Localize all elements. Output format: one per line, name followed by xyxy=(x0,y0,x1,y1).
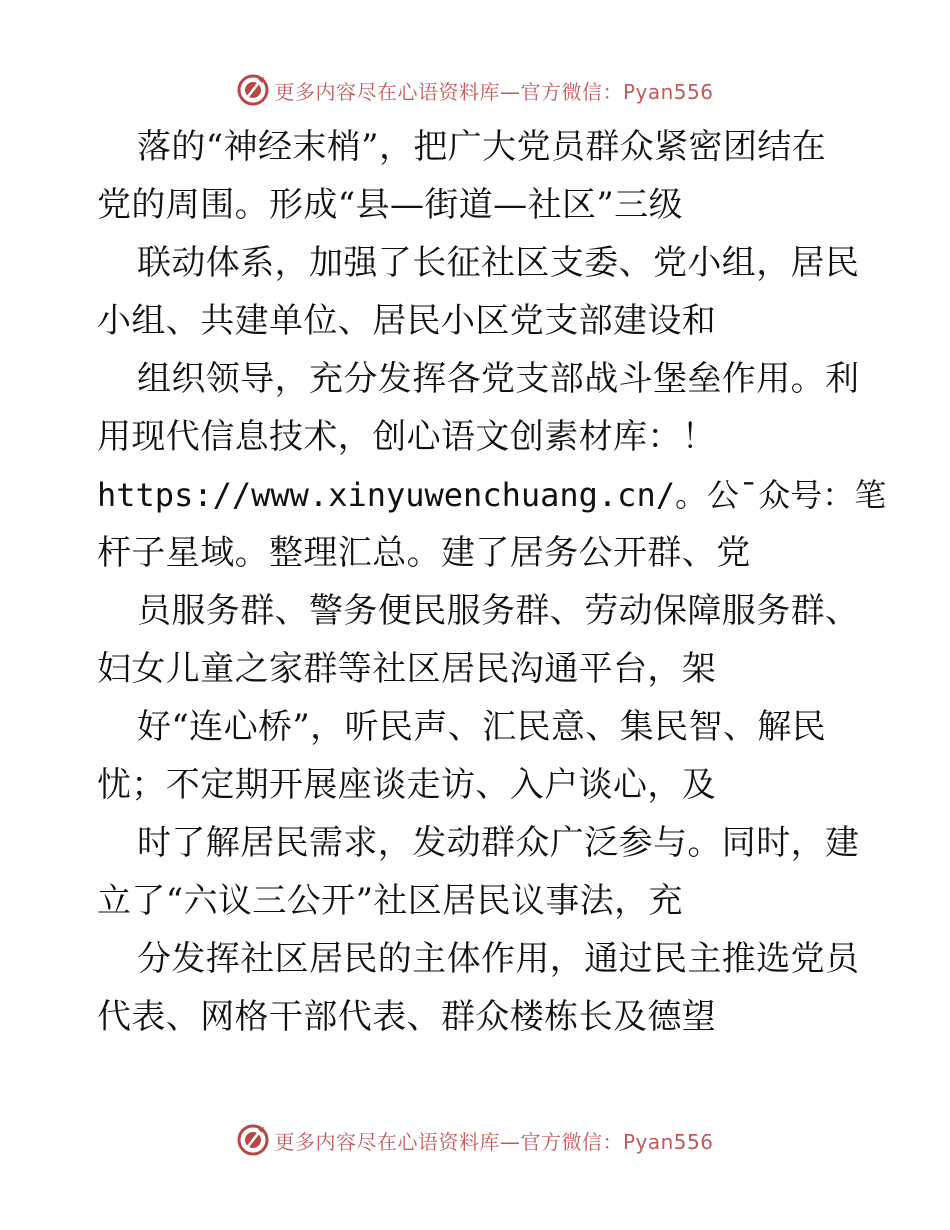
text-line: 用现代信息技术，创心语文创素材库：！ xyxy=(97,417,717,457)
text-line-url: https://www.xinyuwenchuang.cn/。公¯众号：笔 xyxy=(97,476,887,514)
text-line: 代表、网格干部代表、群众楼栋长及德望 xyxy=(97,997,717,1037)
text-line: 妇女儿童之家群等社区居民沟通平台，架 xyxy=(97,649,717,689)
stamp-logo-icon xyxy=(236,1123,270,1157)
header-watermark xyxy=(0,72,950,108)
text-line: 组织领导，充分发挥各党支部战斗堡垒作用。利 xyxy=(137,359,860,399)
text-line: 联动体系，加强了长征社区支委、党小组，居民 xyxy=(137,243,860,283)
text-line: 党的周围。形成“县—街道—社区”三级 xyxy=(97,185,683,225)
footer-watermark xyxy=(0,1122,950,1158)
stamp-logo-icon xyxy=(236,73,270,107)
text-line: 员服务群、警务便民服务群、劳动保障服务群、 xyxy=(137,591,860,631)
text-line: 分发挥社区居民的主体作用，通过民主推选党员 xyxy=(137,939,860,979)
document-body xyxy=(97,118,887,1046)
text-line: 时了解居民需求，发动群众广泛参与。同时，建 xyxy=(137,823,860,863)
text-line: 杆子星域。整理汇总。建了居务公开群、党 xyxy=(97,533,751,573)
text-line: 忧；不定期开展座谈走访、入户谈心，及 xyxy=(97,765,717,805)
watermark-text: 更多内容尽在心语资料库—官方微信：Pyan556 xyxy=(274,79,714,104)
text-line: 立了“六议三公开”社区居民议事法，充 xyxy=(97,881,683,921)
watermark-text: 更多内容尽在心语资料库—官方微信：Pyan556 xyxy=(274,1129,714,1154)
text-line: 小组、共建单位、居民小区党支部建设和 xyxy=(97,301,717,341)
text-line: 好“连心桥”，听民声、汇民意、集民智、解民 xyxy=(137,707,827,747)
text-line: 落的“神经末梢”，把广大党员群众紧密团结在 xyxy=(137,127,827,167)
